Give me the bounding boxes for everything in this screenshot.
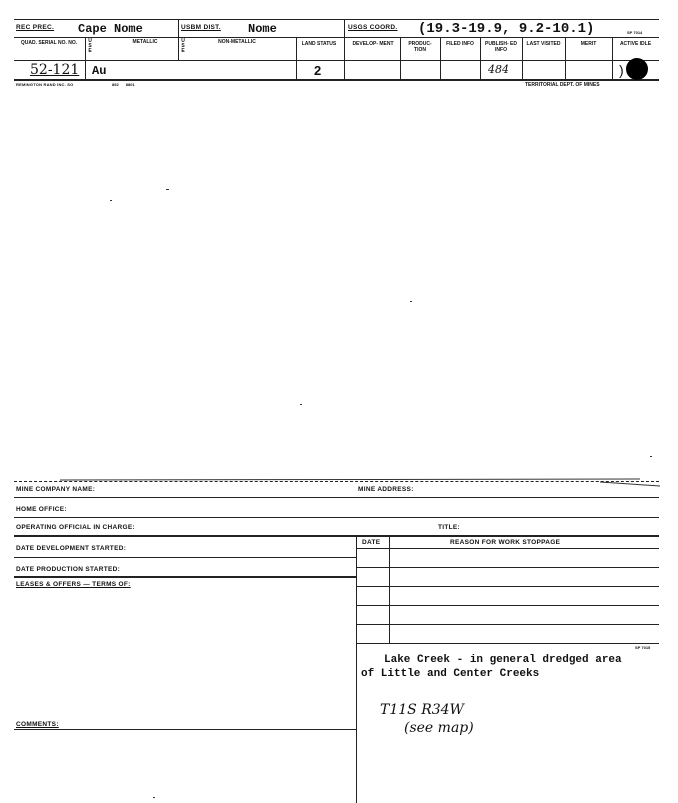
col-non-metallic: NON-METALLIC bbox=[218, 39, 256, 45]
hand-note-line1: T11S R34W bbox=[380, 702, 464, 718]
footer-left: REMINGTON RAND INC. SO bbox=[16, 82, 74, 87]
reason-col-label: REASON FOR WORK STOPPAGE bbox=[450, 539, 561, 546]
col-filed-info: FILED INFO bbox=[446, 41, 474, 47]
hand-note-line2: (see map) bbox=[404, 720, 474, 736]
mine-address-label: MINE ADDRESS: bbox=[358, 486, 414, 493]
form-code-bottom: SP 7015 bbox=[635, 645, 651, 650]
col-merit: MERIT bbox=[580, 41, 597, 47]
col-development: DEVELOP- MENT bbox=[352, 41, 394, 47]
card-top-rule bbox=[14, 19, 659, 20]
title-label: TITLE: bbox=[438, 524, 461, 531]
card-edge-line bbox=[0, 470, 678, 490]
col-land-status: LAND STATUS bbox=[301, 41, 337, 47]
col-active-idle: ACTIVE IDLE bbox=[619, 41, 652, 47]
mine-company-name-label: MINE COMPANY NAME: bbox=[16, 486, 96, 493]
col-published-info: PUBLISH- ED INFO bbox=[485, 41, 517, 53]
card-header-rule bbox=[14, 37, 659, 38]
leases-offers-label: LEASES & OFFERS — TERMS OF: bbox=[16, 581, 131, 588]
usgs-coord-value: (19.3-19.9, 9.2-10.1) bbox=[418, 21, 595, 37]
rec-prec-value: Cape Nome bbox=[78, 22, 143, 36]
col-production: PRODUC- TION bbox=[408, 41, 432, 53]
form-code-top: SP 7014 bbox=[627, 30, 643, 35]
row-metallic: Au bbox=[92, 64, 107, 78]
rec-prec-label: REC PREC. bbox=[16, 24, 55, 31]
row-published-info: 484 bbox=[488, 63, 509, 76]
usgs-coord-label: USGS COORD. bbox=[348, 24, 398, 31]
typed-remark-line2: of Little and Center Creeks bbox=[361, 668, 540, 680]
idle-mark: ) bbox=[619, 62, 624, 78]
comments-label: COMMENTS: bbox=[16, 721, 59, 728]
operating-official-label: OPERATING OFFICIAL IN CHARGE: bbox=[16, 524, 135, 531]
row-quad-serial: 52-121 bbox=[30, 62, 80, 78]
col-use-metallic: U S E bbox=[88, 38, 92, 54]
col-last-visited: LAST VISITED bbox=[526, 41, 561, 47]
date-development-started-label: DATE DEVELOPMENT STARTED: bbox=[16, 545, 127, 552]
col-quad-serial: QUAD. SERIAL NO. NO. bbox=[20, 40, 78, 46]
footer-codes: 852 8801 bbox=[112, 82, 135, 87]
usbm-dist-label: USBM DIST. bbox=[181, 24, 221, 31]
col-metallic: METALLIC bbox=[132, 39, 158, 45]
date-col-label: DATE bbox=[362, 539, 381, 546]
col-use-non-metallic: U S E bbox=[181, 38, 185, 54]
row-land-status: 2 bbox=[314, 63, 322, 78]
usbm-dist-value: Nome bbox=[248, 22, 277, 36]
home-office-label: HOME OFFICE: bbox=[16, 506, 67, 513]
date-production-started-label: DATE PRODUCTION STARTED: bbox=[16, 566, 121, 573]
typed-remark-line1: Lake Creek - in general dredged area bbox=[384, 654, 622, 666]
footer-right: TERRITORIAL DEPT. OF MINES bbox=[525, 82, 600, 88]
card-columns-rule bbox=[14, 60, 659, 61]
card-bottom-rule bbox=[14, 79, 659, 81]
active-status-dot-icon bbox=[626, 58, 648, 80]
